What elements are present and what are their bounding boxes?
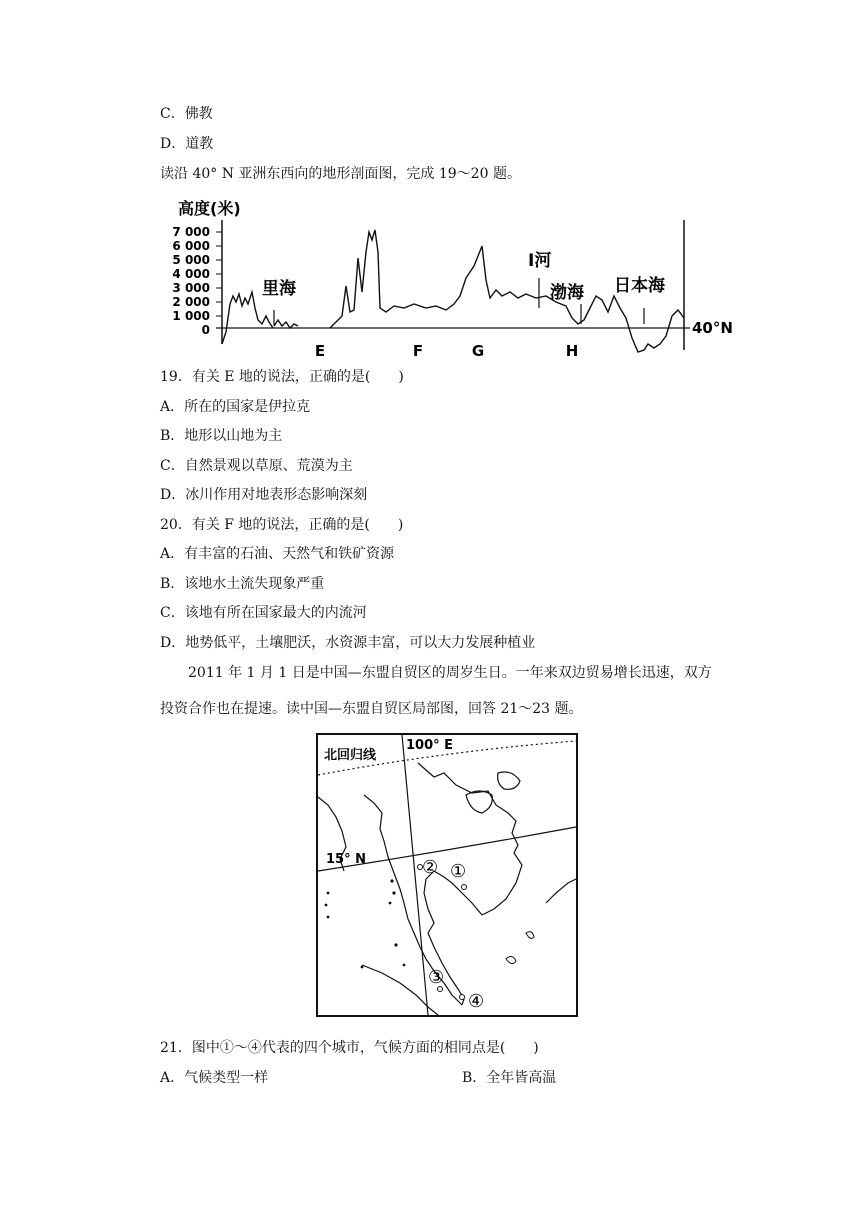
q20-option-a: A．有丰富的石油、天然气和铁矿资源 bbox=[160, 546, 395, 562]
label-15n: 15° N bbox=[326, 852, 366, 867]
label-lihai: 里海 bbox=[262, 279, 296, 299]
terrain-profile-figure bbox=[170, 192, 750, 362]
point-f: F bbox=[412, 342, 424, 360]
ytick: 4 000 bbox=[172, 267, 210, 281]
label-lat: 40°N bbox=[692, 319, 733, 337]
label-ihe: Ⅰ河 bbox=[528, 251, 552, 271]
q20-option-c: C．该地有所在国家最大的内流河 bbox=[160, 605, 367, 621]
ytick: 1 000 bbox=[172, 309, 210, 323]
q19-option-a: A．所在的国家是伊拉克 bbox=[160, 399, 311, 415]
label-ribenhai: 日本海 bbox=[614, 276, 665, 296]
label-bohai: 渤海 bbox=[550, 283, 584, 303]
city-4: ④ bbox=[468, 991, 485, 1012]
q20-stem: 20．有关 F 地的说法，正确的是( ) bbox=[160, 517, 404, 533]
q21-option-a: A．气候类型一样 bbox=[160, 1070, 269, 1086]
q19-option-d: D．冰川作用对地表形态影响深刻 bbox=[160, 487, 368, 503]
point-h: H bbox=[565, 342, 579, 360]
profile-ylabel: 高度(米) bbox=[178, 199, 241, 218]
asean-map bbox=[316, 733, 578, 1017]
q19-option-c: C．自然景观以草原、荒漠为主 bbox=[160, 458, 353, 474]
q21-option-b: B．全年皆高温 bbox=[462, 1070, 557, 1086]
ytick: 3 000 bbox=[172, 281, 210, 295]
label-tropic: 北回归线 bbox=[324, 748, 377, 763]
q19-stem: 19．有关 E 地的说法，正确的是( ) bbox=[160, 369, 404, 385]
q20-option-b: B．该地水土流失现象严重 bbox=[160, 576, 325, 592]
option-c-line: C．佛教 bbox=[160, 106, 213, 122]
asean-intro: 2011 年 1 月 1 日是中国—东盟自贸区的周岁生日。一年来双边贸易增长迅速，双方投资合作也在提速。读中国—东盟自贸区局部图，回答 21～23 题。 bbox=[160, 665, 712, 717]
ytick: 2 000 bbox=[172, 295, 210, 309]
ytick: 5 000 bbox=[172, 253, 210, 267]
label-100e: 100° E bbox=[406, 738, 454, 753]
point-e: E bbox=[314, 342, 326, 360]
ytick: 7 000 bbox=[172, 225, 210, 239]
city-2: ② bbox=[422, 857, 439, 878]
ytick: 6 000 bbox=[172, 239, 210, 253]
q21-stem: 21．图中①～④代表的四个城市，气候方面的相同点是( ) bbox=[160, 1040, 539, 1056]
point-g: G bbox=[471, 342, 485, 360]
ytick: 0 bbox=[201, 323, 210, 337]
city-3: ③ bbox=[428, 967, 445, 988]
q19-option-b: B．地形以山地为主 bbox=[160, 428, 283, 444]
q20-option-d: D．地势低平，土壤肥沃，水资源丰富，可以大力发展种植业 bbox=[160, 635, 536, 651]
option-d-line: D．道教 bbox=[160, 136, 214, 152]
profile-intro: 读沿 40° N 亚洲东西向的地形剖面图，完成 19～20 题。 bbox=[160, 166, 521, 182]
city-1: ① bbox=[450, 861, 467, 882]
